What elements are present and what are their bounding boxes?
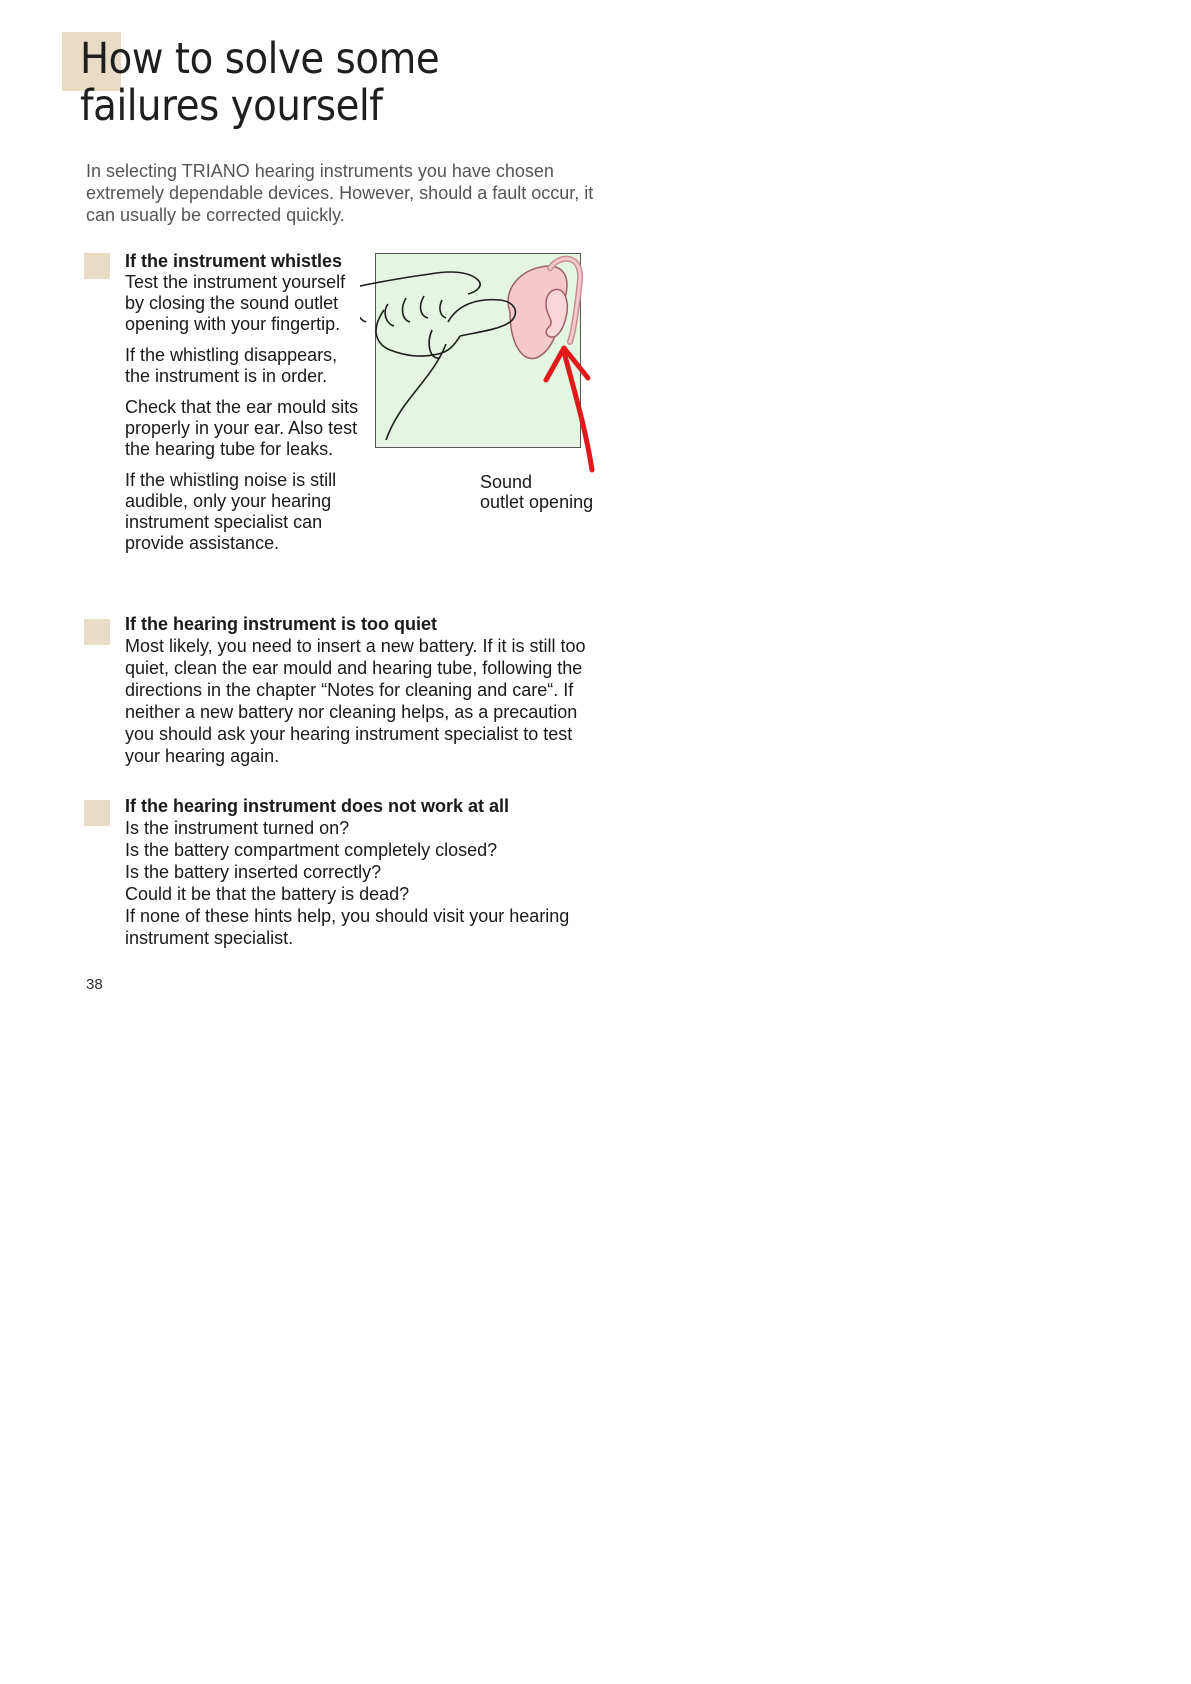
section-paragraph: If the whistling noise is still audible, only your hearing instrument specialist can provide assistance. <box>125 470 337 553</box>
section-heading: If the hearing instrument is too quiet <box>125 614 438 634</box>
section-marker-whistles <box>84 253 110 279</box>
section-line: Could it be that the battery is dead? <box>125 884 410 904</box>
section-too-quiet <box>125 614 595 767</box>
red-arrow-icon <box>546 348 592 470</box>
hand-outline <box>360 272 480 294</box>
section-marker-not-working <box>84 800 110 826</box>
section-heading: If the hearing instrument does not work at all <box>125 796 510 816</box>
section-line: Is the battery compartment completely closed? <box>125 840 498 860</box>
section-line: Is the battery inserted correctly? <box>125 862 382 882</box>
illustration-caption <box>480 472 593 512</box>
section-line: If none of these hints help, you should visit your hearing instrument specialist. <box>125 906 570 948</box>
page-title-line-2: failures yourself <box>80 81 383 131</box>
intro-paragraph: In selecting TRIANO hearing instruments you have chosen extremely dependable devices. However, should a fault occur, it can usually be corrected quickly. <box>86 161 594 225</box>
section-paragraph: Check that the ear mould sits properly in your ear. Also test the hearing tube for leaks. <box>125 397 359 459</box>
caption-line-2: outlet opening <box>480 492 594 512</box>
section-paragraph: Most likely, you need to insert a new battery. If it is still too quiet, clean the ear mould and hearing tube, following the directions in the chapter “Notes for cleaning and care“. If neither a new battery nor cleaning helps, as a precaution you should ask your hearing instrument specialist to test your hearing again. <box>125 636 586 766</box>
section-paragraph: If the whistling disappears, the instrument is in order. <box>125 345 338 386</box>
page-number: 38 <box>86 976 103 993</box>
page-title <box>80 36 439 130</box>
section-line: Is the instrument turned on? <box>125 818 350 838</box>
finger-closing-sound-outlet-illustration <box>360 240 620 480</box>
caption-line-1: Sound <box>480 472 533 492</box>
section-whistles <box>125 251 365 554</box>
ear-mould <box>546 289 567 337</box>
finger <box>448 300 515 336</box>
section-heading: If the instrument whistles <box>125 251 343 271</box>
page-title-line-1: How to solve some <box>80 34 440 84</box>
section-not-working <box>125 795 605 949</box>
section-marker-too-quiet <box>84 619 110 645</box>
section-paragraph: Test the instrument yourself by closing the sound outlet opening with your fingertip. <box>125 272 346 334</box>
